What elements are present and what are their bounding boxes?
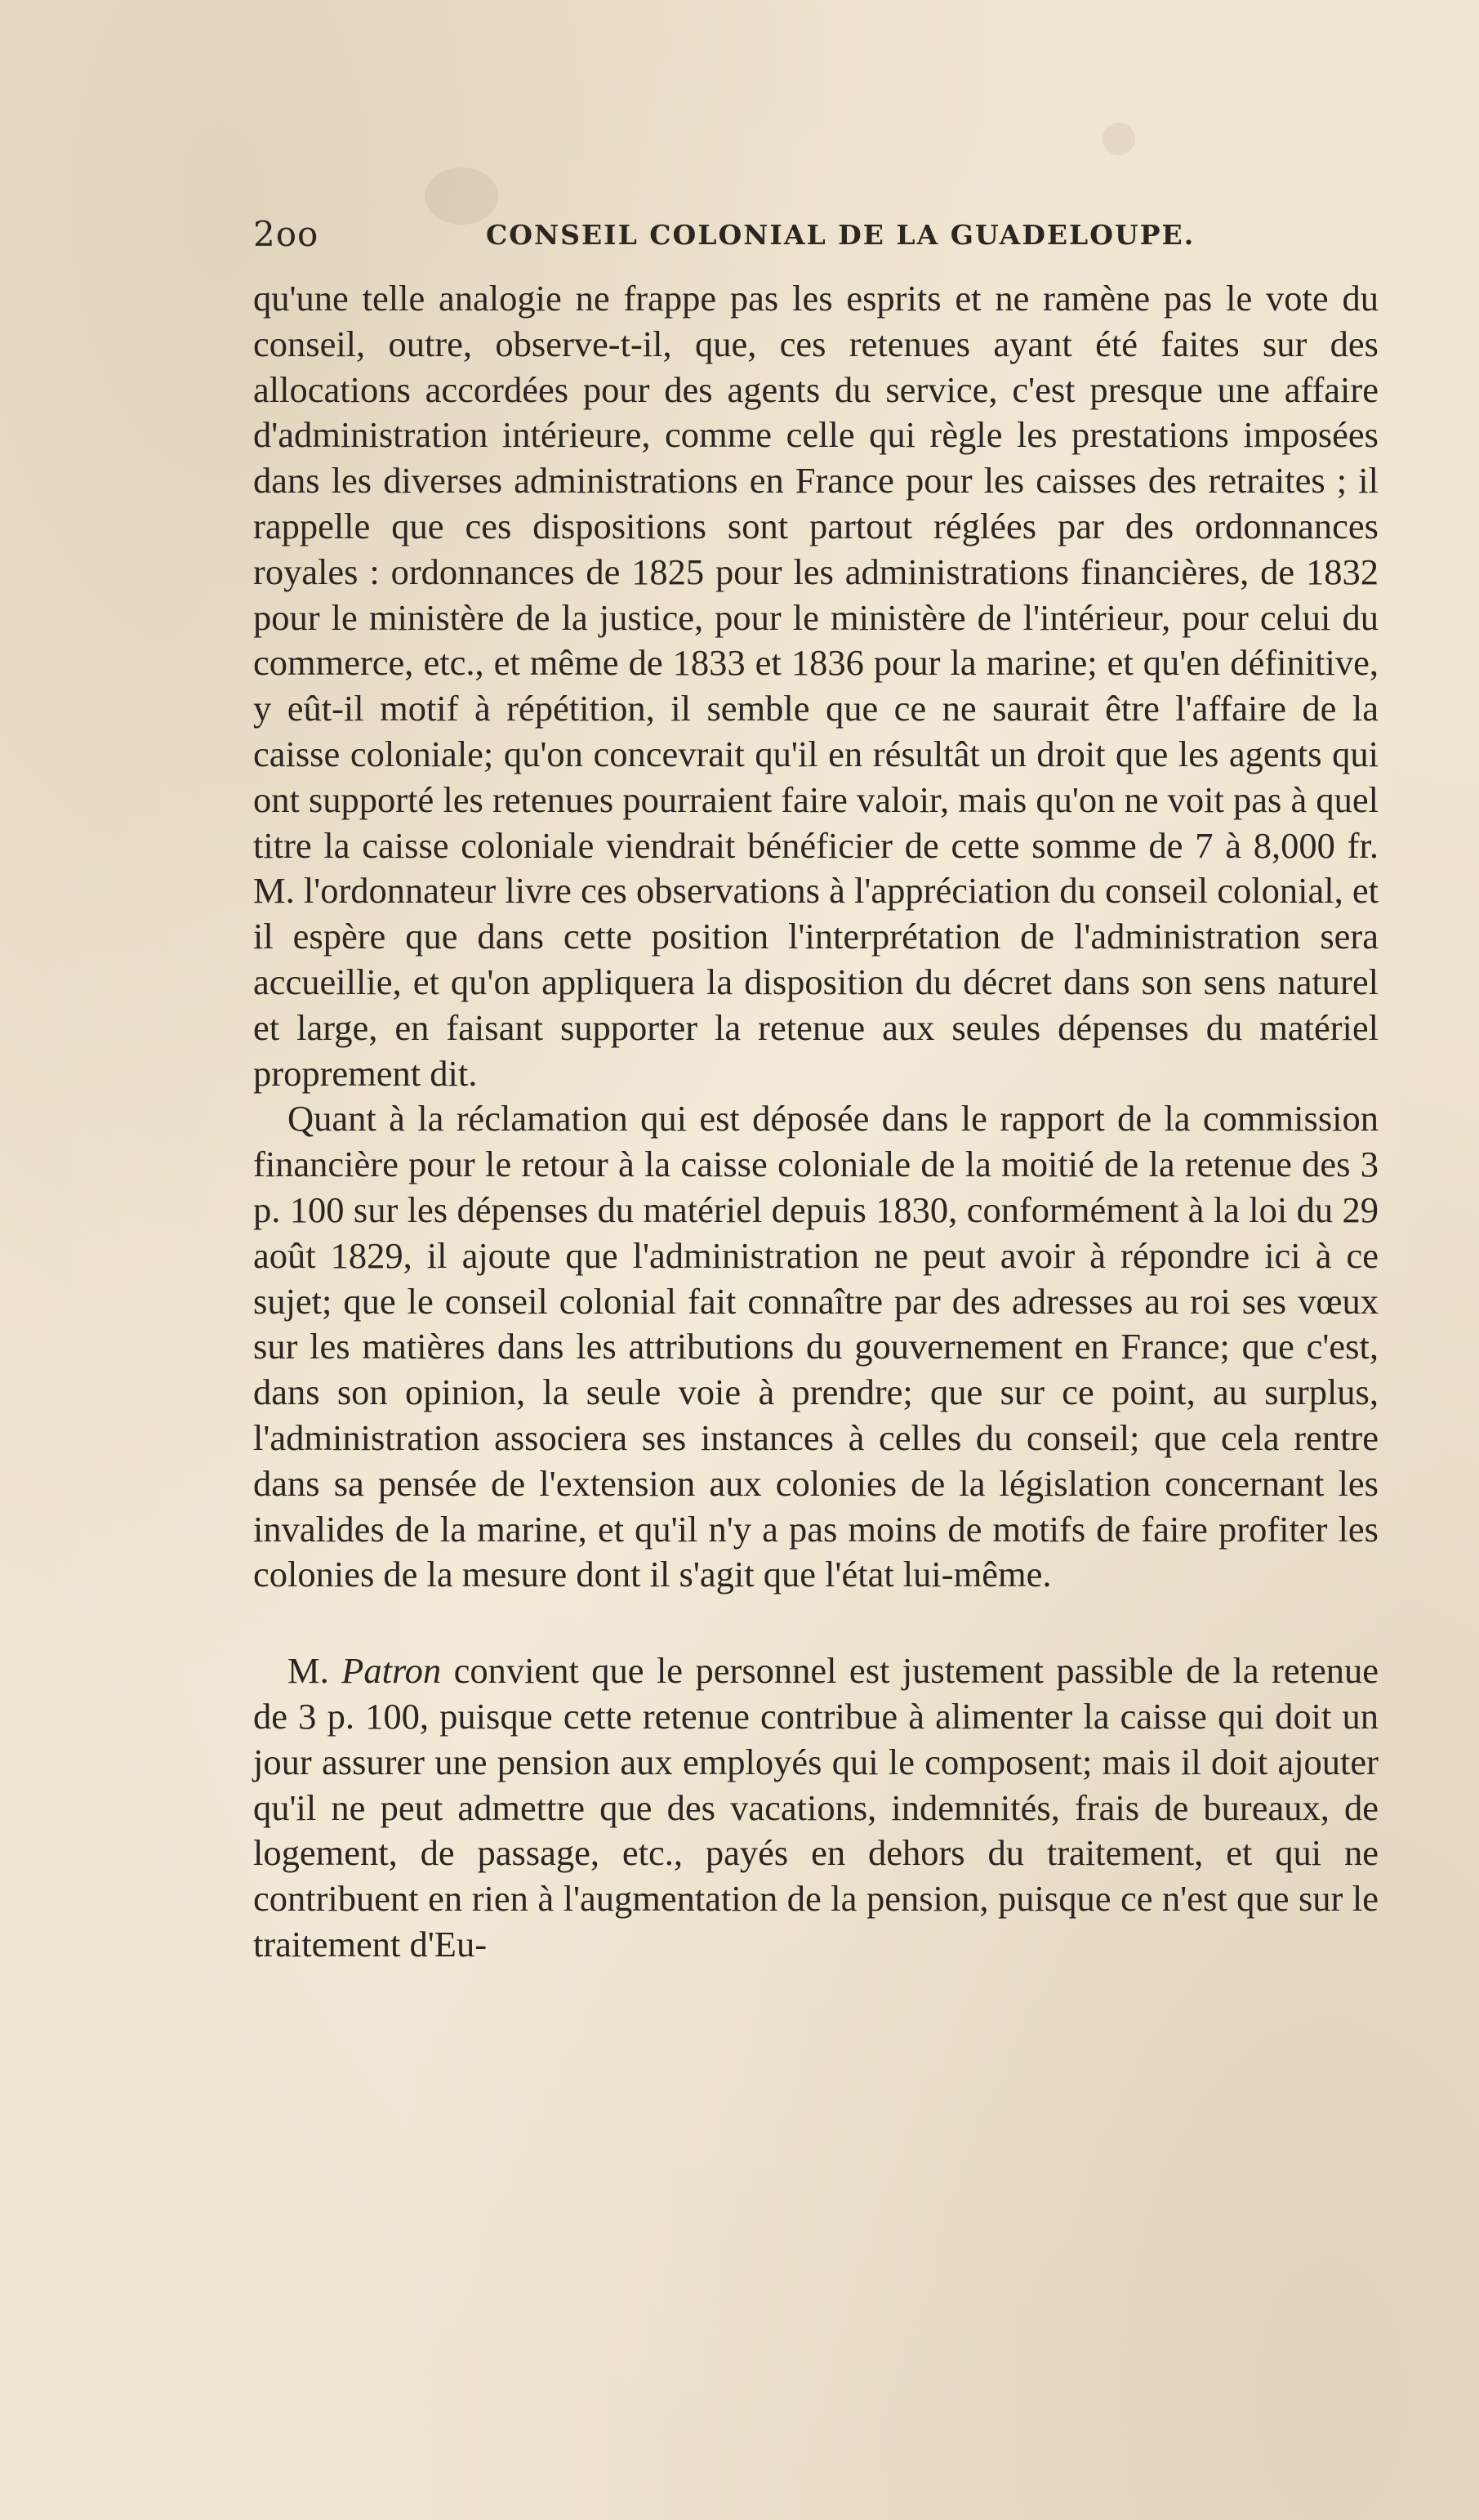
paragraph: qu'une telle analogie ne frappe pas les esprits et ne ramène pas le vote du conseil, outre, observe-t-il, que, ces retenues ayant été faites sur des allocations accordées pour des agents du service, c'est presque une affaire d'administration intérieure, comme celle qui règle les prestations imposées dans les diverses administrations en France pour les caisses des retraites ; il rappelle que ces dispositions sont partout réglées par des ordonnances royales : ordonnances de 1825 pour les administrations financières, de 1832 pour le ministère de la justice, pour le ministère de l'intérieur, pour celui du commerce, etc., et même de 1833 et 1836 pour la marine; et qu'en définitive, y eût-il motif à répétition, il semble que ce ne saurait être l'affaire de la caisse coloniale; qu'on concevrait qu'il en résultât un droit que les agents qui ont supporté les retenues pourraient faire valoir, mais qu'on ne voit pas à quel titre la caisse coloniale viendrait bénéficier de cette somme de 7 à 8,000 fr. M. l'ordonnateur livre ces observations à l'appréciation du conseil colonial, et il espère que dans cette position l'interprétation de l'administration sera accueillie, et qu'on appliquera la disposition du décret dans son sens naturel et large, en faisant supporter la retenue aux seules dépenses du matériel proprement dit. [253,278,1379,1094]
speaker-prefix: M. [287,1650,329,1692]
paragraph-text: convient que le personnel est justement passible de la retenue de 3 p. 100, puisque cette retenue contribue à alimenter la caisse qui doit un jour assurer une pension aux employés qui le composent; mais il doit ajouter qu'il ne peut admettre que des vacations, indemnités, frais de bureaux, de logement, de passage, etc., payés en dehors du traitement, et qui ne contribuent en rien à l'augmentation de la pension, puisque ce n'est que sur le traitement d'Eu- [253,1650,1379,1965]
page-header [253,214,1266,263]
body-text [253,276,1379,1968]
speaker-name: Patron [341,1650,442,1692]
paper-stain [1103,123,1135,155]
page-number: 2oo [253,214,319,254]
paragraph: Quant à la réclamation qui est déposée dans le rapport de la commission financière pour le retour à la caisse coloniale de la moitié de la retenue des 3 p. 100 sur les dépenses du matériel depuis 1830, conformément à la loi du 29 août 1829, il ajoute que l'administration ne peut avoir à répondre ici à ce sujet; que le conseil colonial fait connaître par des adresses au roi ses vœux sur les matières dans les attributions du gouvernement en France; que c'est, dans son opinion, la seule voie à prendre; que sur ce point, au surplus, l'administration associera ses instances à celles du conseil; que cela rentre dans sa pensée de l'extension aux colonies de la législation concernant les invalides de la marine, et qu'il n'y a pas moins de motifs de faire profiter les colonies de la mesure dont il s'agit que l'état lui-même. [253,1098,1379,1595]
running-title: CONSEIL COLONIAL DE LA GUADELOUPE. [486,219,1196,251]
paragraph [253,1648,1379,1968]
